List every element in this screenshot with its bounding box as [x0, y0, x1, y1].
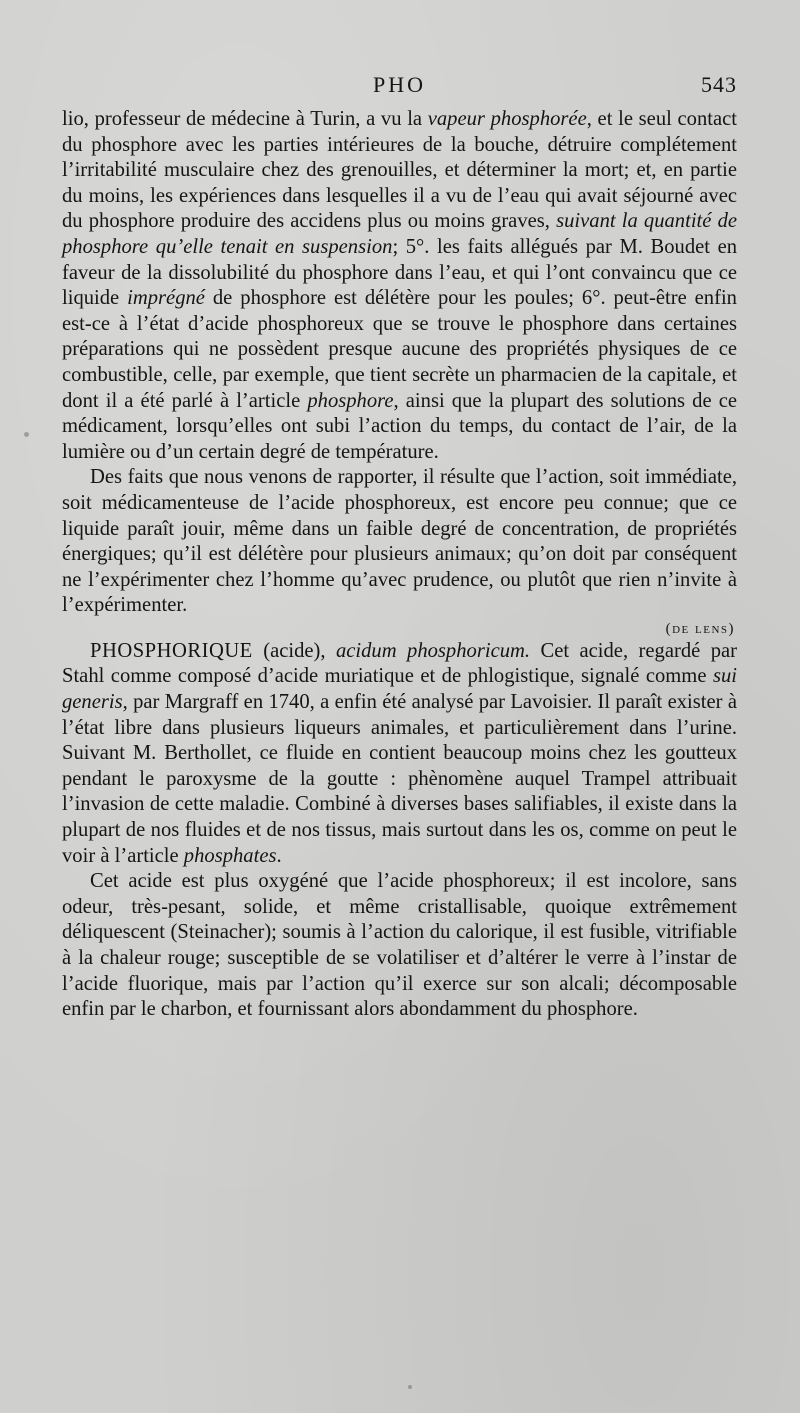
paragraph-properties: Cet acide est plus oxygéné que l’acide phosphoreux; il est incolore, sans odeur, très-pesant, solide, et même cristallisable, quoique extrêmement déliquescent (Steinacher); soumis à l’action du calorique, il est fusible, vitrifiable à la chaleur rouge; susceptible de se volatiliser et d’altérer le verre à l’instar de l’acide fluorique, mais par l’action qu’il exerce sur son alcali; décomposable enfin par le charbon, et fournissant alors abondamment du phosphore.	[62, 870, 737, 1021]
text-run: , ainsi que la plupart des solutions de ce médicament, lorsqu’elles ont subi l’action du temps, du contact de l’air, de la lumière ou d’un certain degré de température.	[62, 389, 737, 463]
text-run: lio, professeur de médecine à Turin, a vu la	[62, 108, 428, 130]
entry-phosphorique	[62, 639, 737, 869]
italic-run: phosphore	[307, 389, 394, 412]
text-run: de phosphore est délétère pour les poules; 6°. peut-être enfin est-ce à l’état d’acide phosphoreux que se trouve le phosphore dans certaines préparations qui ne possèdent presque aucune des propriétés physiques de ce combustible, celle, par exemple, que tient secrète un pharmacien de la capitale, et dont il a été parlé à l’article	[62, 287, 737, 412]
italic-run: imprégné	[127, 287, 205, 310]
ink-speck	[24, 432, 29, 437]
page-header	[62, 72, 737, 106]
text-run: , par Margraff en 1740, a enfin été analysé par Lavoisier. Il paraît exister à l’état libre dans plusieurs liqueurs animales, et particulièrement dans l’urine. Suivant M. Berthollet, ce fluide en contient beaucoup moins chez les goutteux pendant le paroxysme de la goutte : phènomène auquel Trampel attribuait l’invasion de cette maladie. Combiné à diverses bases salifiables, il existe dans la plupart de nos fluides et de nos tissus, mais surtout dans les os, comme on peut le voir à l’article	[62, 691, 737, 867]
running-head: PHO	[372, 72, 426, 97]
paragraph-continuation	[62, 107, 737, 465]
paragraph-conclusion: Des faits que nous venons de rapporter, il résulte que l’action, soit immédiate, soit médicamenteuse de l’acide phosphoreux, est encore peu connue; que ce liquide paraît jouir, même dans un faible degré de concentration, de propriétés énergiques; qu’il est délétère pour plusieurs animaux; qu’on doit par conséquent ne l’expérimenter chez l’homme qu’avec prudence, ou plutôt que rien n’invite à l’expérimenter.	[62, 466, 737, 617]
page-number: 543	[701, 72, 737, 97]
text-run: ; 5°. les faits allégués par M. Boudet en faveur de la dissolubilité du phosphore dans l’eau, et qui l’ont convaincu que ce liquide	[62, 235, 738, 310]
italic-run: acidum phosphoricum.	[335, 639, 531, 662]
italic-run: vapeur phosphorée	[427, 108, 587, 130]
text-run: , et le seul contact du phosphore avec les parties intérieures de la bouche, détruire complétement l’irritabilité musculaire chez des grenouilles, et déterminer la mort; et, en partie du moins, les expériences dans lesquelles il a vu de l’eau qui avait séjourné avec du phosphore produire des accidens plus ou moins graves,	[62, 108, 737, 233]
author-signature: (de lens)	[665, 620, 735, 637]
ink-speck	[408, 1385, 412, 1389]
page-body	[62, 107, 737, 1023]
text-run: Cet acide, regardé par Stahl comme composé d’acide muriatique et de phlogistique, signalé comme	[62, 639, 737, 688]
text-run: (acide),	[252, 639, 336, 662]
italic-run: suivant la quantité de phosphore qu’elle tenait en suspension	[62, 210, 738, 258]
entry-headword: PHOSPHORIQUE	[90, 639, 253, 662]
italic-run: phosphates	[183, 844, 277, 867]
italic-run: sui generis	[62, 665, 737, 714]
text-run: .	[276, 844, 282, 867]
